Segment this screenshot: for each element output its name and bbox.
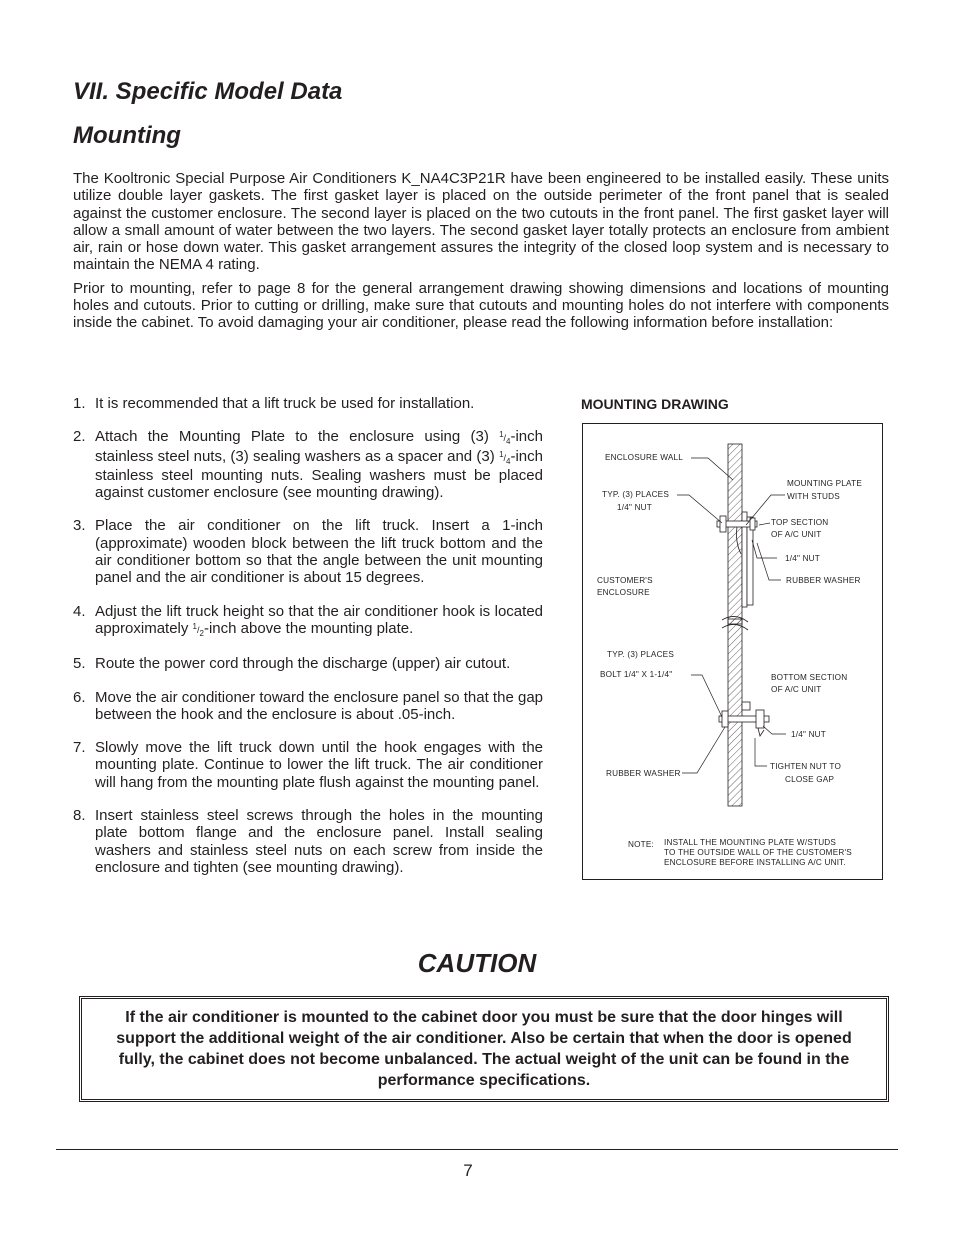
label-note-line-1: INSTALL THE MOUNTING PLATE W/STUDS bbox=[664, 838, 837, 847]
step-item bbox=[73, 807, 543, 876]
fraction-numerator: 1 bbox=[192, 621, 197, 631]
step-text bbox=[95, 395, 543, 412]
label-close-gap: CLOSE GAP bbox=[785, 775, 835, 784]
step-item bbox=[73, 395, 543, 412]
label-nut-bottom: 1/4" NUT bbox=[791, 730, 826, 739]
label-enclosure: ENCLOSURE bbox=[597, 588, 650, 597]
step-text-segment: Slowly move the lift truck down until the hook engages with the mounting plate. Continue to lower the lift truck. The air conditioner will hang from the mounting plate flush against the mounting panel. bbox=[95, 739, 543, 791]
label-mounting-plate-studs: WITH STUDS bbox=[787, 492, 840, 501]
step-item bbox=[73, 603, 543, 640]
step-text bbox=[95, 655, 543, 672]
mounting-drawing-svg bbox=[583, 424, 882, 879]
step-item bbox=[73, 517, 543, 586]
fraction-numerator: 1 bbox=[499, 430, 504, 440]
step-item bbox=[73, 689, 543, 724]
label-nut-top: 1/4" NUT bbox=[785, 554, 820, 563]
enclosure-wall-lower bbox=[728, 619, 742, 806]
label-typ-places-top: TYP. (3) PLACES bbox=[602, 490, 670, 499]
subsection-title: Mounting bbox=[73, 122, 181, 149]
label-tighten-nut: TIGHTEN NUT TO bbox=[770, 762, 842, 771]
label-bottom-section-ac: OF A/C UNIT bbox=[771, 685, 822, 694]
label-bolt: BOLT 1/4" X 1-1/4" bbox=[600, 670, 673, 679]
step-number: 3. bbox=[73, 517, 86, 535]
fraction-denominator: 4 bbox=[506, 437, 511, 447]
enclosure-wall-upper bbox=[728, 444, 742, 624]
label-note-line-3: ENCLOSURE BEFORE INSTALLING A/C UNIT. bbox=[664, 858, 846, 867]
section-title: VII. Specific Model Data bbox=[73, 78, 343, 105]
step-text-segment: Adjust the lift truck height so that the air conditioner hook is located approximately bbox=[95, 602, 543, 637]
intro-paragraph: Prior to mounting, refer to page 8 for the general arrangement drawing showing dimensions and locations of mounting holes and cutouts. Prior to cutting or drilling, make sure that cutouts and mounting holes do not interfere with components inside the cabinet. To avoid damaging your air conditioner, please read the following information before installation: bbox=[73, 279, 889, 332]
step-number: 2. bbox=[73, 428, 86, 446]
step-number: 5. bbox=[73, 655, 86, 673]
caution-box bbox=[79, 996, 889, 1102]
page-number: 7 bbox=[463, 1161, 473, 1180]
mounting-drawing-title: MOUNTING DRAWING bbox=[581, 396, 729, 412]
bolt-head bbox=[722, 711, 728, 727]
step-text-segment: -inch stainless steel nuts, (3) sealing washers as a spacer and (3) bbox=[95, 428, 543, 465]
fraction-half: $^1/_2$ bbox=[192, 621, 204, 638]
step-text-segment: Route the power cord through the discharge (upper) air cutout. bbox=[95, 655, 511, 673]
step-text-segment: Move the air conditioner toward the enclosure panel so that the gap between the hook and the enclosure is about .05-inch. bbox=[95, 688, 543, 723]
step-number: 6. bbox=[73, 688, 86, 706]
label-typ-places-bottom: TYP. (3) PLACES bbox=[607, 650, 675, 659]
step-text-segment: -inch above the mounting plate. bbox=[203, 619, 414, 637]
intro-paragraph: The Kooltronic Special Purpose Air Conditioners K_NA4C3P21R have been engineered to be installed easily. These units utilize double layer gaskets. The first gasket layer is placed on the outside perimeter of the front panel that is sealed against the customer enclosure. The second layer is placed on the two cutouts in the front panel. The first gasket layer will allow a small amount of water between the two layers. The second gasket layer totally protects an enclosure from ambient air, rain or hose down water. This gasket arrangement assures the integrity of the closed loop system and is necessary to maintain the NEMA 4 rating. bbox=[73, 170, 889, 274]
label-customers: CUSTOMER'S bbox=[597, 576, 653, 585]
caution-heading: CAUTION bbox=[417, 948, 537, 978]
label-nut-top-left: 1/4" NUT bbox=[617, 503, 652, 512]
gap-indicator bbox=[758, 728, 764, 736]
nut-bottom bbox=[756, 710, 764, 728]
nut-top-outer bbox=[720, 516, 726, 532]
step-item bbox=[73, 655, 543, 672]
label-mounting-plate: MOUNTING PLATE bbox=[787, 479, 862, 488]
footer-rule bbox=[56, 1149, 898, 1150]
step-number: 4. bbox=[73, 602, 86, 620]
step-text-segment: Insert stainless steel screws through the holes in the mounting plate bottom flange and the enclosure panel. Install sealing washers and stainless steel nuts on each screw from inside the enclosure and tighten (see mounting drawing). bbox=[95, 807, 543, 876]
mounting-drawing bbox=[582, 423, 883, 880]
step-text bbox=[95, 689, 543, 724]
label-bottom-section: BOTTOM SECTION bbox=[771, 673, 848, 682]
fraction-quarter: $^1/_4$ bbox=[499, 430, 511, 447]
fraction-quarter: $^1/_4$ bbox=[499, 449, 511, 466]
label-enclosure-wall: ENCLOSURE WALL bbox=[605, 453, 684, 462]
bottom-flange bbox=[742, 702, 750, 710]
step-text bbox=[95, 739, 543, 791]
installation-steps bbox=[73, 395, 543, 892]
step-number: 1. bbox=[73, 395, 86, 412]
fraction-denominator: 4 bbox=[506, 456, 511, 466]
step-item bbox=[73, 739, 543, 791]
fraction-denominator: 2 bbox=[199, 628, 204, 638]
step-text bbox=[95, 807, 543, 876]
step-text bbox=[95, 428, 543, 501]
step-text bbox=[95, 517, 543, 586]
label-note-line-2: TO THE OUTSIDE WALL OF THE CUSTOMER'S bbox=[664, 848, 852, 857]
label-top-section-ac: OF A/C UNIT bbox=[771, 530, 822, 539]
step-text-segment: It is recommended that a lift truck be used for installation. bbox=[95, 395, 475, 412]
step-number: 7. bbox=[73, 739, 86, 757]
label-rubber-washer-bottom: RUBBER WASHER bbox=[606, 769, 681, 778]
step-text-segment: -inch stainless steel mounting nuts. Sealing washers must be placed against customer enclosure (see mounting drawing). bbox=[95, 447, 543, 502]
fraction-numerator: 1 bbox=[499, 449, 504, 459]
step-text-segment: Attach the Mounting Plate to the enclosure using (3) bbox=[95, 428, 500, 446]
intro-text bbox=[73, 170, 889, 338]
step-number: 8. bbox=[73, 807, 86, 825]
caution-text: If the air conditioner is mounted to the cabinet door you must be sure that the door hinges will support the additional weight of the air conditioner. Also be certain that when the door is opened fully, the cabinet does not become unbalanced. The actual weight of the unit can be found in the performance specifications. bbox=[116, 1009, 852, 1089]
step-text-segment: Place the air conditioner on the lift truck. Insert a 1-inch (approximate) wooden block between the lift truck bottom and the air conditioner bottom so that the angle between the unit mounting panel and the air conditioner is about 15 degrees. bbox=[95, 517, 543, 587]
label-rubber-washer-top: RUBBER WASHER bbox=[786, 576, 861, 585]
label-top-section: TOP SECTION bbox=[771, 518, 829, 527]
step-item bbox=[73, 428, 543, 501]
label-note: NOTE: bbox=[628, 840, 655, 849]
step-text bbox=[95, 603, 543, 640]
